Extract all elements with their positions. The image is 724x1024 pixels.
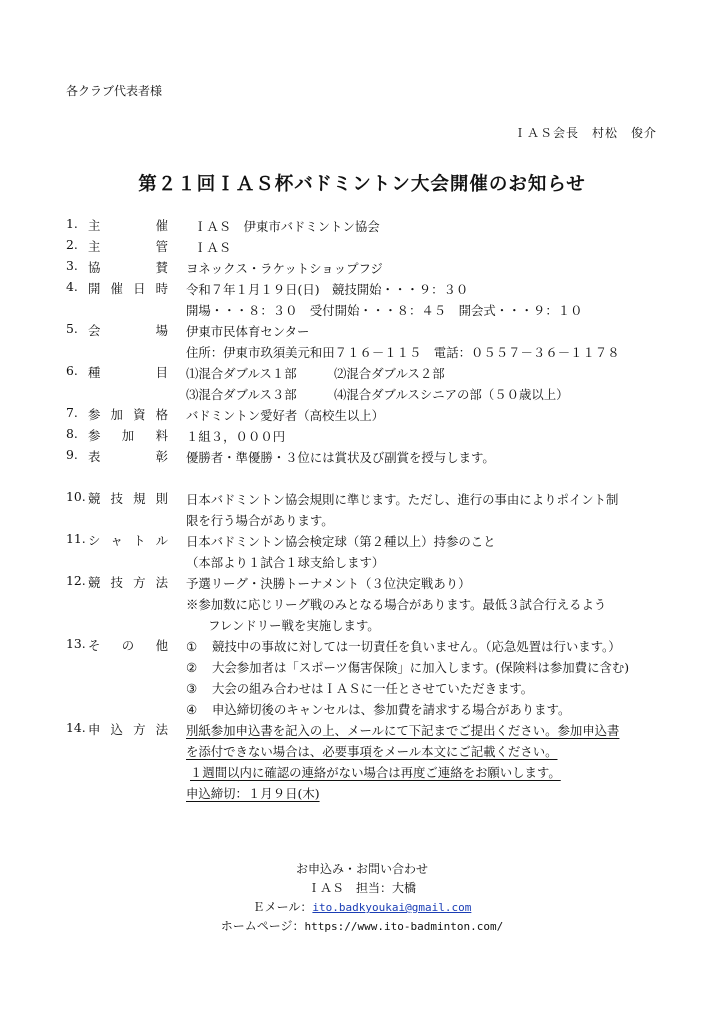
- item-label: 種 目: [88, 365, 168, 380]
- item-apply: 14. 申 込 方 法 別紙参加申込書を記入の上、メールにて下記までご提出ください。参加申込書 を添付できない場合は、必要事項をメール本文にご記載ください。 １週間以内に確認の連絡がない場合は再度ご連絡をお願いします。 申込締切：１月９日(木): [66, 720, 676, 804]
- item-text: 開場・・・８：３０ 受付開始・・・８：４５ 開会式・・・９：１０: [186, 303, 583, 318]
- sender: ＩＡＳ会長 村松 俊介: [513, 126, 657, 140]
- item-text: ヨネックス・ラケットショップフジ: [186, 261, 383, 276]
- item-label: シ ャ ト ル: [88, 533, 168, 548]
- item-label: 協 賛: [88, 260, 168, 275]
- event-4: ⑷混合ダブルスシニアの部（５０歳以上）: [334, 387, 569, 402]
- item-other: 13. そ の 他 ① 競技中の事故に対しては一切責任を負いません。（応急処置は行います。） ② 大会参加者は「スポーツ傷害保険」に加入します。(保険料は参加費に含む) ③ 大会の組み合わせはＩＡＳに一任とさせていただきます。 ④ 申込締切後のキャンセルは、参加費を請求する場合があります。: [66, 636, 676, 720]
- item-text: 日本バドミントン協会規則に準じます。ただし、進行の事由によりポイント制: [186, 492, 619, 507]
- item-text: 大会の組み合わせはＩＡＳに一任とさせていただきます。: [212, 681, 534, 696]
- item-format: 12. 競 技 方 法 予選リーグ・決勝トーナメント（３位決定戦あり） ※参加数に応じリーグ戦のみとなる場合があります。最低３試合行えるよう フレンドリー戦を実施します。: [66, 573, 676, 636]
- item-text: 限を行う場合があります。: [186, 513, 334, 528]
- item-events: 6. 種 目 ⑴混合ダブルス１部 ⑵混合ダブルス２部 ⑶混合ダブルス３部 ⑷混合ダブルスシニアの部（５０歳以上）: [66, 363, 676, 405]
- item-text: 大会参加者は「スポーツ傷害保険」に加入します。(保険料は参加費に含む): [212, 660, 630, 675]
- event-1: ⑴混合ダブルス１部: [186, 366, 297, 381]
- event-2: ⑵混合ダブルス２部: [334, 366, 445, 381]
- circled-number: ①: [186, 639, 198, 654]
- item-rules: 10. 競 技 規 則 日本バドミントン協会規則に準じます。ただし、進行の事由によりポイント制 限を行う場合があります。: [66, 489, 676, 531]
- contact-block: [0, 860, 724, 936]
- document-title: 第２１回ＩＡＳ杯バドミントン大会開催のお知らせ: [138, 174, 586, 195]
- item-text: フレンドリー戦を実施します。: [208, 618, 380, 633]
- item-eligibility: 7. 参 加 資 格 バドミントン愛好者（高校生以上）: [66, 405, 676, 426]
- item-text: 優勝者・準優勝・３位には賞状及び副賞を授与します。: [186, 450, 495, 465]
- item-text: 別紙参加申込書を記入の上、メールにて下記までご提出ください。参加申込書: [186, 723, 620, 738]
- circled-number: ②: [186, 660, 198, 675]
- item-text: 競技中の事故に対しては一切責任を負いません。（応急処置は行います。）: [212, 639, 621, 654]
- item-text: 予選リーグ・決勝トーナメント（３位決定戦あり）: [186, 576, 471, 591]
- item-label: 参 加 料: [88, 428, 168, 443]
- item-venue: 5. 会 場 伊東市民体育センター 住所：伊東市玖須美元和田７１６－１１５ 電話：０５５７－３６－１１７８: [66, 321, 676, 363]
- addressee: 各クラブ代表者様: [66, 84, 163, 98]
- homepage-url: https://www.ito-badminton.com/: [304, 920, 504, 933]
- item-text: 住所：伊東市玖須美元和田７１６－１１５ 電話：０５５７－３６－１１７８: [186, 345, 620, 360]
- item-text: １組３，０００円: [186, 429, 286, 444]
- email-link[interactable]: ito.badkyoukai@gmail.com: [312, 901, 472, 914]
- deadline-text: 申込締切：１月９日(木): [186, 786, 320, 801]
- item-list: [66, 216, 676, 804]
- item-label: 申 込 方 法: [88, 722, 168, 737]
- item-label: 主 催: [88, 218, 168, 233]
- item-label: 開 催 日 時: [88, 281, 168, 296]
- item-text: 申込締切後のキャンセルは、参加費を請求する場合があります。: [212, 702, 571, 717]
- item-label: 表 彰: [88, 449, 168, 464]
- item-label: 競 技 規 則: [88, 491, 168, 506]
- circled-number: ③: [186, 681, 198, 696]
- item-text: （本部より１試合１球支給します）: [186, 555, 385, 570]
- item-text: ※参加数に応じリーグ戦のみとなる場合があります。最低３試合行えるよう: [186, 597, 607, 612]
- item-label: 参 加 資 格: [88, 407, 168, 422]
- contact-person: ＩＡＳ 担当：大橋: [307, 881, 416, 895]
- item-text: ＩＡＳ: [194, 240, 232, 255]
- item-awards: 9. 表 彰 優勝者・準優勝・３位には賞状及び副賞を授与します。: [66, 447, 676, 468]
- item-organizer: 1. 主 催 ＩＡＳ 伊東市バドミントン協会: [66, 216, 676, 237]
- item-text: １週間以内に確認の連絡がない場合は再度ご連絡をお願いします。: [190, 765, 561, 780]
- event-3: ⑶混合ダブルス３部: [186, 387, 297, 402]
- email-label: Ｅメール：: [252, 900, 313, 914]
- item-text: を添付できない場合は、必要事項をメール本文にご記載ください。: [186, 744, 558, 759]
- item-fee: 8. 参 加 料 １組３，０００円: [66, 426, 676, 447]
- item-label: 主 管: [88, 239, 168, 254]
- item-label: そ の 他: [88, 638, 168, 653]
- item-text: 伊東市民体育センター: [186, 324, 310, 339]
- item-shuttle: 11. シ ャ ト ル 日本バドミントン協会検定球（第２種以上）持参のこと （本部より１試合１球支給します）: [66, 531, 676, 573]
- contact-heading: お申込み・お問い合わせ: [295, 862, 428, 876]
- item-label: 会 場: [88, 323, 168, 338]
- item-text: 日本バドミントン協会検定球（第２種以上）持参のこと: [186, 534, 496, 549]
- item-text: ＩＡＳ 伊東市バドミントン協会: [194, 219, 380, 234]
- item-sponsor: 3. 協 賛 ヨネックス・ラケットショップフジ: [66, 258, 676, 279]
- item-date: 4. 開 催 日 時 令和７年１月１９日(日) 競技開始・・・９：３０ 開場・・・８：３０ 受付開始・・・８：４５ 開会式・・・９：１０: [66, 279, 676, 321]
- item-label: 競 技 方 法: [88, 575, 168, 590]
- item-manager: 2. 主 管 ＩＡＳ: [66, 237, 676, 258]
- homepage-label: ホームページ：: [220, 919, 305, 933]
- item-text: バドミントン愛好者（高校生以上）: [186, 408, 385, 423]
- item-text: 令和７年１月１９日(日) 競技開始・・・９：３０: [186, 282, 469, 297]
- circled-number: ④: [186, 702, 198, 717]
